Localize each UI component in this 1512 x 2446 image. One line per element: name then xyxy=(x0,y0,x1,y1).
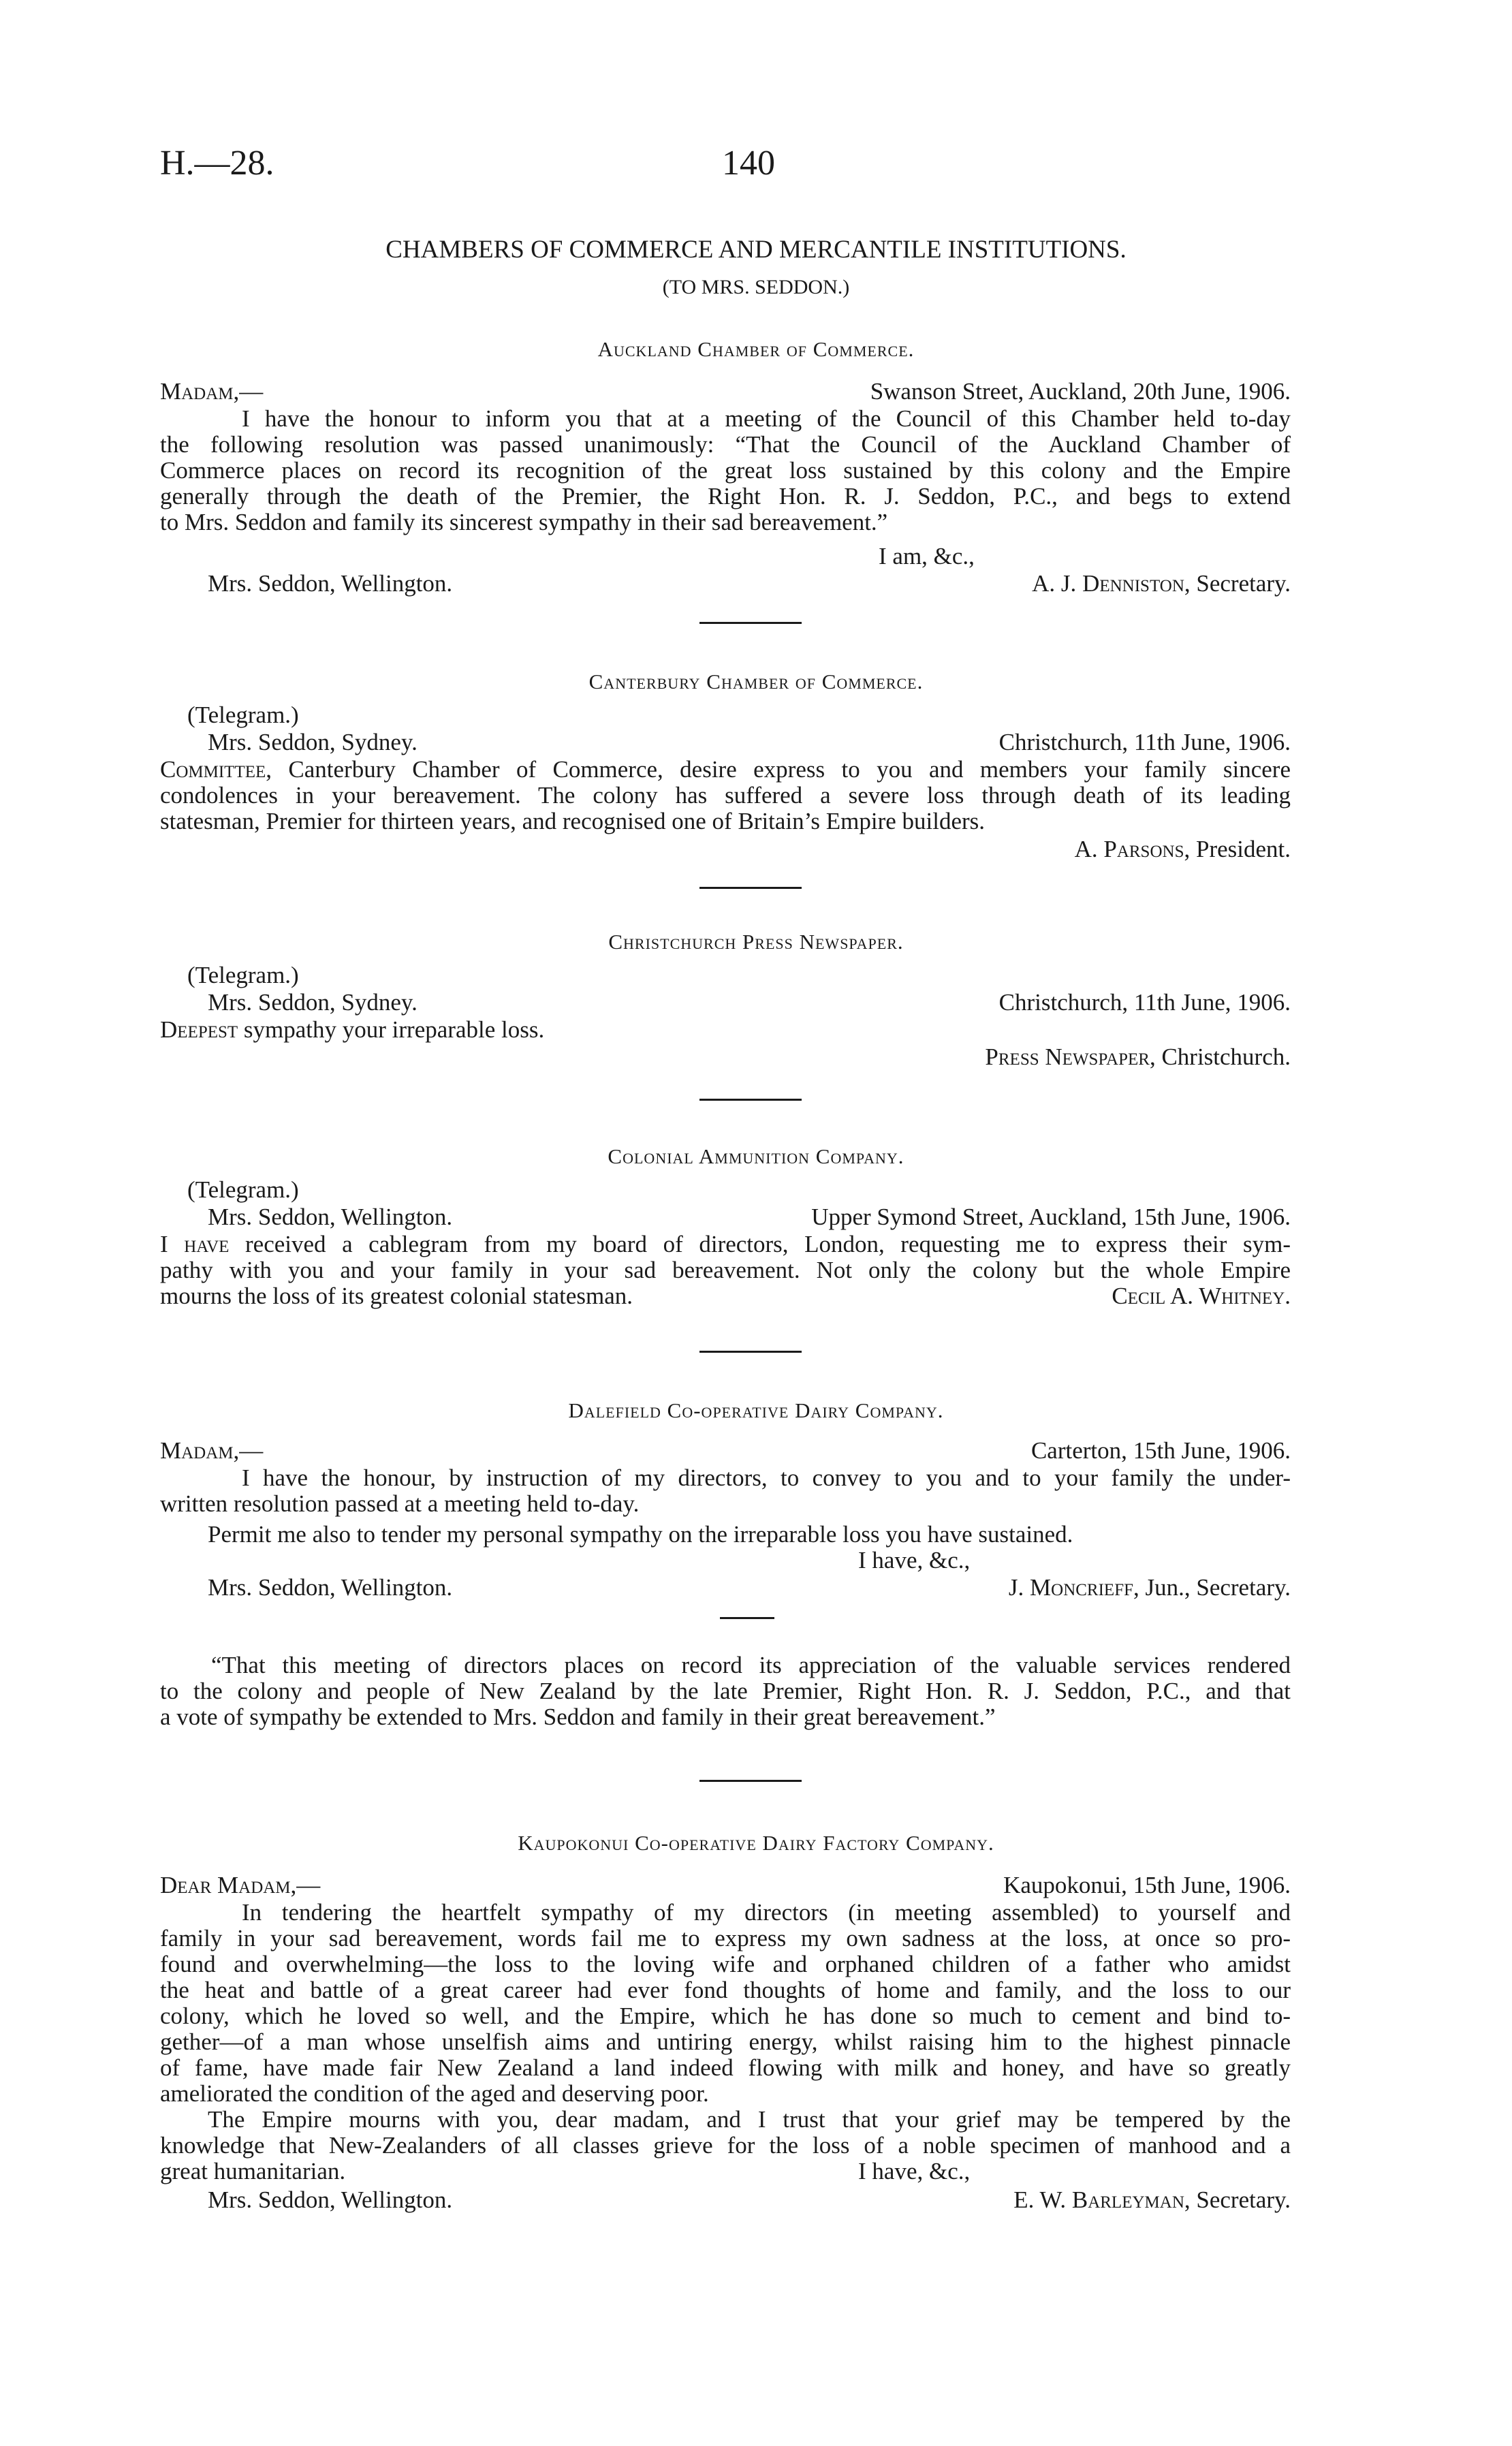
resolution-line: to the colony and people of New Zealand by the late Premier, Right Hon. R. J. Seddon, P.C., and that xyxy=(160,1678,1291,1704)
addressee: Mrs. Seddon, Sydney. xyxy=(208,989,418,1016)
dateline: Kaupokonui, 15th June, 1906. xyxy=(1003,1872,1291,1898)
addressee: Mrs. Seddon, Wellington. xyxy=(208,1204,453,1230)
section-divider xyxy=(699,1099,802,1101)
body-line: I have the honour, by instruction of my directors, to convey to you and to your family the under- xyxy=(242,1464,1291,1491)
addressee: Mrs. Seddon, Wellington. xyxy=(208,2186,453,2213)
body-line: Deepest sympathy your irreparable loss. xyxy=(160,1016,545,1043)
closing: I have, &c., xyxy=(858,1547,971,1573)
telegram-label: (Telegram.) xyxy=(187,962,299,988)
signature: A. J. Denniston, Secretary. xyxy=(1032,570,1291,597)
body-line: condolences in your bereavement. The colony has suffered a severe loss through death of its leading xyxy=(160,782,1291,809)
body-line: found and overwhelming—the loss to the loving wife and orphaned children of a father who amidst xyxy=(160,1951,1291,1977)
document-title: CHAMBERS OF COMMERCE AND MERCANTILE INSTITUTIONS. xyxy=(385,236,1127,264)
section-divider xyxy=(699,622,802,624)
addressee: Mrs. Seddon, Wellington. xyxy=(208,1574,453,1601)
body-line: Committee, Canterbury Chamber of Commerce, desire express to you and members your family sincere xyxy=(160,756,1291,783)
body-line: pathy with you and your family in your sad bereavement. Not only the colony but the whole Empire xyxy=(160,1257,1291,1283)
body-line: generally through the death of the Premier, the Right Hon. R. J. Seddon, P.C., and begs to extend xyxy=(160,483,1291,509)
salutation: Madam,— xyxy=(160,1437,264,1464)
short-divider xyxy=(720,1617,774,1619)
body-line: I have the honour to inform you that at a meeting of the Council of this Chamber held to-day xyxy=(242,405,1291,432)
body-line: knowledge that New-Zealanders of all classes grieve for the loss of a noble specimen of manhood and a xyxy=(160,2132,1291,2159)
section-divider xyxy=(699,1780,802,1782)
body-line: of fame, have made fair New Zealand a land indeed flowing with milk and honey, and have so greatly xyxy=(160,2054,1291,2081)
body-line: family in your sad bereavement, words fail me to express my own sadness at the loss, at once so pro- xyxy=(160,1925,1291,1951)
document-subtitle: (TO MRS. SEDDON.) xyxy=(662,276,850,298)
section-heading-colonial-ammunition: Colonial Ammunition Company. xyxy=(608,1144,904,1168)
section-heading-canterbury: Canterbury Chamber of Commerce. xyxy=(588,670,924,693)
signature: E. W. Barleyman, Secretary. xyxy=(1013,2186,1291,2213)
body-line: colony, which he loved so well, and the Empire, which he has done so much to cement and bind to- xyxy=(160,2003,1291,2029)
section-heading-dalefield: Dalefield Co-operative Dairy Company. xyxy=(568,1398,944,1422)
section-heading-auckland: Auckland Chamber of Commerce. xyxy=(597,337,915,361)
resolution-line: “That this meeting of directors places on record its appreciation of the valuable services rendered xyxy=(211,1652,1291,1678)
salutation: Dear Madam,— xyxy=(160,1872,321,1898)
body-line: Permit me also to tender my personal sympathy on the irreparable loss you have sustained. xyxy=(208,1521,1073,1548)
body-line: gether—of a man whose unselfish aims and untiring energy, whilst raising him to the highest pinnacle xyxy=(160,2028,1291,2055)
addressee: Mrs. Seddon, Sydney. xyxy=(208,729,418,755)
body-line: In tendering the heartfelt sympathy of my directors (in meeting assembled) to yourself and xyxy=(242,1899,1291,1926)
signature: A. Parsons, President. xyxy=(1074,836,1291,862)
section-divider xyxy=(699,1351,802,1353)
closing: I am, &c., xyxy=(879,543,975,569)
body-line: Commerce places on record its recognition of the great loss sustained by this colony and the Empire xyxy=(160,457,1291,484)
dateline: Christchurch, 11th June, 1906. xyxy=(998,989,1291,1016)
body-line: great humanitarian. xyxy=(160,2158,346,2184)
body-line: ameliorated the condition of the aged and deserving poor. xyxy=(160,2080,709,2107)
body-line: the following resolution was passed unanimously: “That the Council of the Auckland Chamber of xyxy=(160,431,1291,458)
resolution-line: a vote of sympathy be extended to Mrs. Seddon and family in their great bereavement.” xyxy=(160,1704,996,1730)
closing: I have, &c., xyxy=(858,2158,971,2184)
signature: J. Moncrieff, Jun., Secretary. xyxy=(1008,1574,1291,1601)
body-line: statesman, Premier for thirteen years, and recognised one of Britain’s Empire builders. xyxy=(160,808,986,834)
telegram-label: (Telegram.) xyxy=(187,702,299,728)
telegram-label: (Telegram.) xyxy=(187,1176,299,1203)
document-reference: H.—28. xyxy=(160,144,274,183)
body-line: I have received a cablegram from my board of directors, London, requesting me to express their sym- xyxy=(160,1231,1291,1257)
section-divider xyxy=(699,887,802,889)
dateline: Swanson Street, Auckland, 20th June, 1906. xyxy=(870,378,1291,405)
addressee: Mrs. Seddon, Wellington. xyxy=(208,570,453,597)
signature: Press Newspaper, Christchurch. xyxy=(985,1044,1291,1070)
section-heading-christchurch-press: Christchurch Press Newspaper. xyxy=(608,930,904,954)
signature: Cecil A. Whitney. xyxy=(1112,1283,1291,1309)
salutation: Madam,— xyxy=(160,378,264,405)
dateline: Carterton, 15th June, 1906. xyxy=(1030,1437,1291,1464)
page-number: 140 xyxy=(722,144,775,183)
body-line: to Mrs. Seddon and family its sincerest sympathy in their sad bereavement.” xyxy=(160,509,888,535)
body-line: mourns the loss of its greatest colonial statesman. xyxy=(160,1283,633,1309)
body-line: written resolution passed at a meeting held to-day. xyxy=(160,1490,640,1517)
body-line: the heat and battle of a great career had ever fond thoughts of home and family, and the loss to our xyxy=(160,1977,1291,2003)
body-line: The Empire mourns with you, dear madam, and I trust that your grief may be tempered by the xyxy=(208,2106,1291,2133)
dateline: Upper Symond Street, Auckland, 15th June, 1906. xyxy=(811,1204,1291,1230)
section-heading-kaupokonui: Kaupokonui Co-operative Dairy Factory Company. xyxy=(518,1831,994,1855)
dateline: Christchurch, 11th June, 1906. xyxy=(998,729,1291,755)
